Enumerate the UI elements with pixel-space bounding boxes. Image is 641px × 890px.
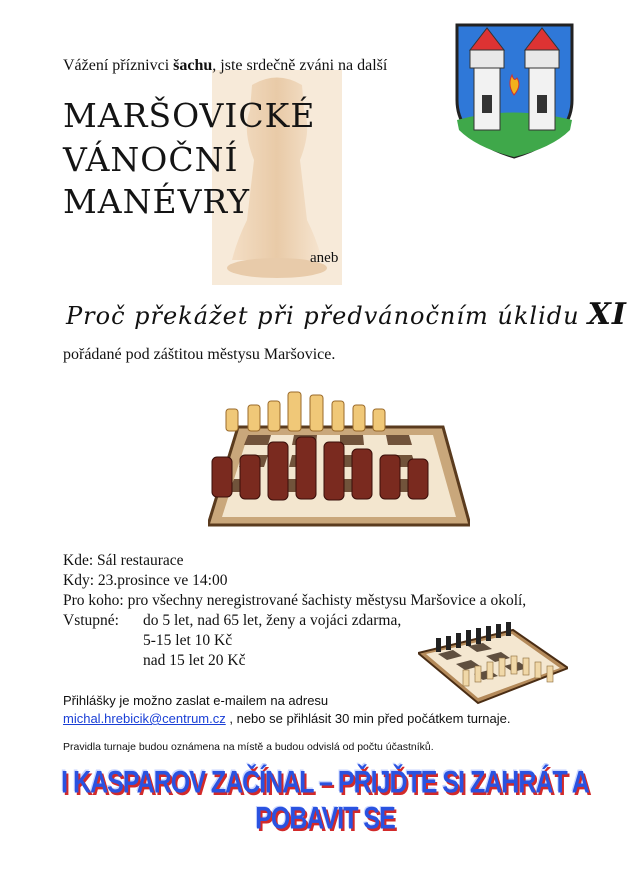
intro-bold: šachu xyxy=(173,57,213,74)
detail-when: Kdy: 23.prosince ve 14:00 xyxy=(63,572,228,589)
patronage-text: pořádané pod záštitou městysu Maršovice. xyxy=(63,346,336,363)
application-line-2-suffix: , nebo se přihlásit 30 min před počátkem turnaje. xyxy=(225,711,511,726)
chess-board-image xyxy=(208,387,470,535)
title-line-3: MANÉVRY xyxy=(63,182,251,221)
town-crest-logo xyxy=(452,20,577,160)
aneb-text: aneb xyxy=(310,250,339,266)
intro-text xyxy=(63,57,387,75)
application-info xyxy=(63,692,510,728)
fee-line-3: nad 15 let 20 Kč xyxy=(143,652,246,669)
email-link[interactable]: michal.hrebicik@centrum.cz xyxy=(63,711,226,726)
subtitle-number: XI xyxy=(587,297,627,332)
intro-prefix: Vážení příznivci xyxy=(63,57,174,74)
rules-note: Pravidla turnaje budou oznámena na místě a budou odvislá od počtu účastníků. xyxy=(63,741,434,753)
fee-line-2: 5-15 let 10 Kč xyxy=(143,632,233,649)
subtitle-text: Proč překážet při předvánočním úklidu xyxy=(66,302,580,330)
application-line-1: Přihlášky je možno zaslat e-mailem na adresu xyxy=(63,693,329,708)
detail-for-whom: Pro koho: pro všechny neregistrované šachisty městysu Maršovice a okolí, xyxy=(63,592,527,609)
application-line-2 xyxy=(63,710,510,728)
detail-place: Kde: Sál restaurace xyxy=(63,552,184,569)
fee-line-1: do 5 let, nad 65 let, ženy a vojáci zdarma, xyxy=(143,612,402,629)
title-line-1: MARŠOVICKÉ xyxy=(63,96,316,135)
fee-label: Vstupné: xyxy=(63,612,119,629)
slogan-banner: I KASPAROV ZAČÍNAL – PŘIJĎTE SI ZAHRÁT A POBAVIT SE xyxy=(61,764,589,836)
title-line-2: VÁNOČNÍ xyxy=(63,140,239,179)
subtitle xyxy=(66,297,627,332)
intro-suffix: , jste srdečně zváni na další xyxy=(212,57,388,74)
